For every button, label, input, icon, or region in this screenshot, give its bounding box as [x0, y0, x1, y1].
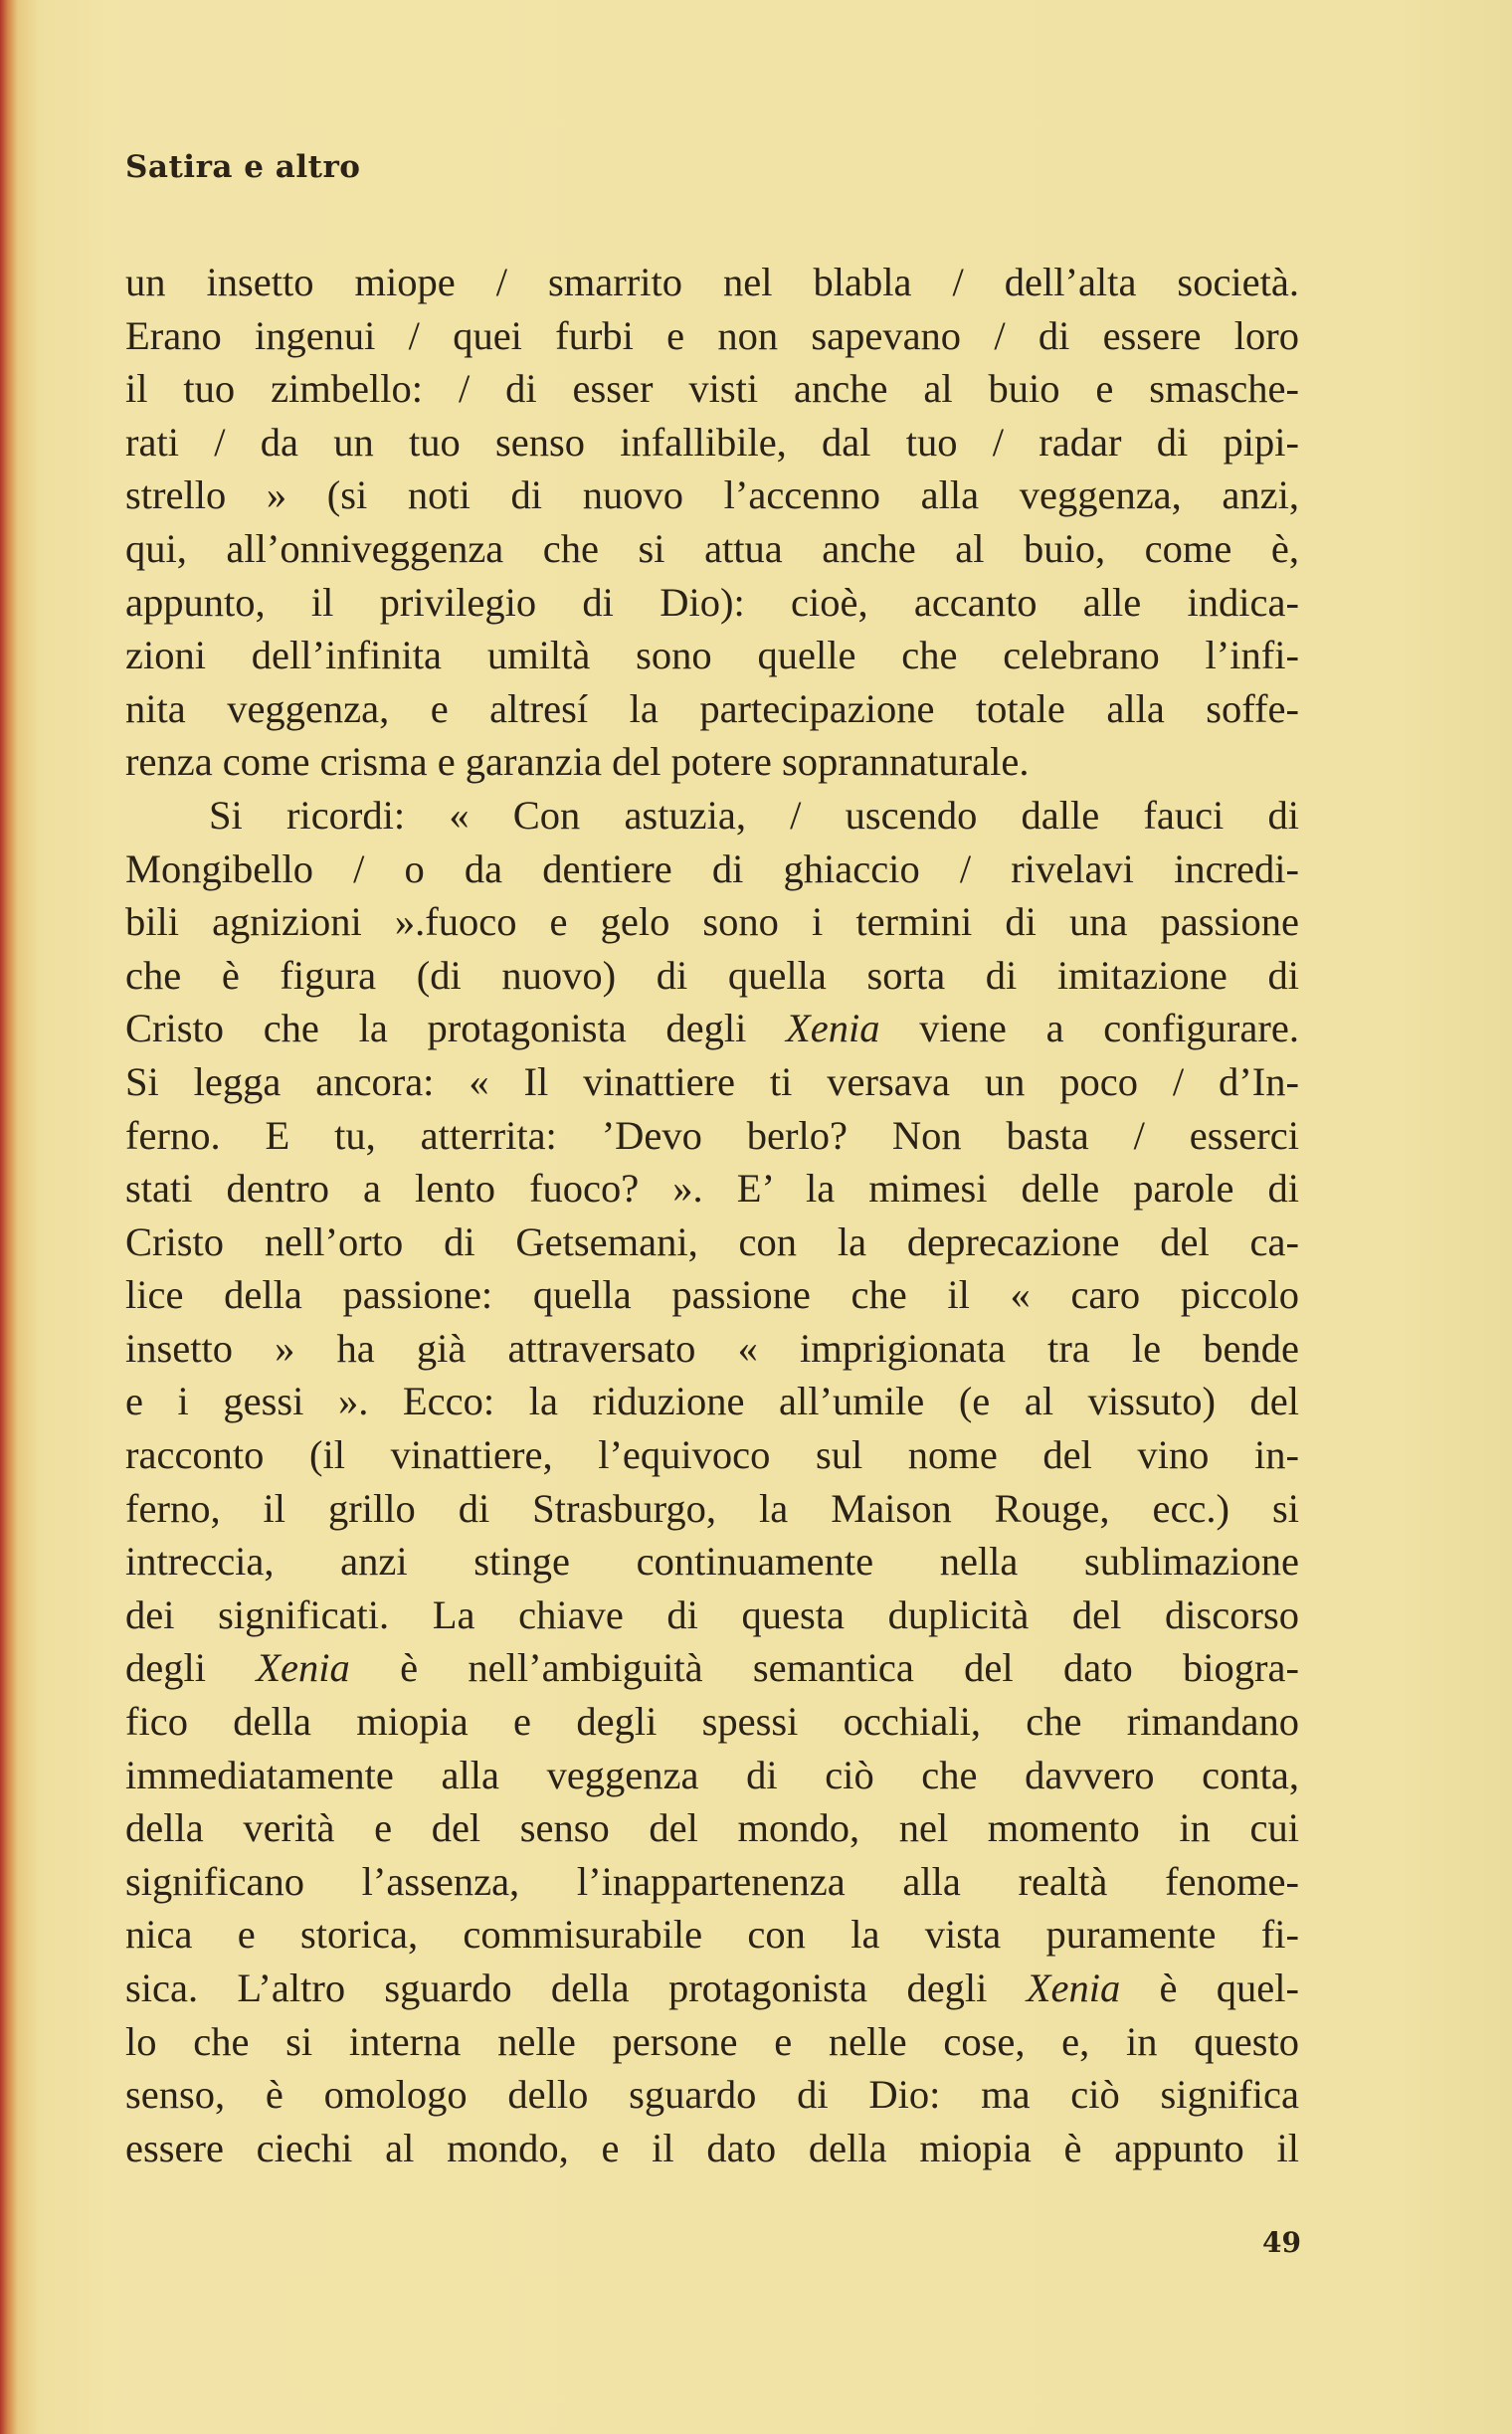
text-line — [125, 1749, 1299, 1802]
text-segment: significano l’assenza, l’inappartenenza alla realtà fenome- — [125, 1858, 1299, 1904]
text-segment: Si ricordi: « Con astuzia, / uscendo dalle fauci di — [209, 792, 1299, 838]
text-line — [125, 1801, 1299, 1855]
text-line — [125, 1855, 1299, 1909]
text-segment: qui, all’onniveggenza che si attua anche al buio, come è, — [125, 525, 1299, 571]
text-segment: della verità e del senso del mondo, nel momento in cui — [125, 1805, 1299, 1851]
text-line — [125, 1268, 1299, 1322]
text-segment: nica e storica, commisurabile con la vista puramente fi- — [125, 1912, 1299, 1958]
text-line — [125, 1695, 1299, 1749]
text-segment: degli — [125, 1645, 257, 1691]
text-line — [125, 1641, 1299, 1695]
text-segment: ferno. E tu, atterrita: ’Devo berlo? Non basta / esserci — [125, 1112, 1299, 1158]
text-line — [125, 789, 1299, 843]
text-segment: che è figura (di nuovo) di quella sorta di imitazione di — [125, 952, 1299, 998]
text-line — [125, 416, 1299, 469]
text-segment: è quel- — [1120, 1966, 1299, 2010]
italic-title: Xenia — [786, 1006, 880, 1051]
text-segment: viene a configurare. — [879, 1006, 1299, 1051]
text-segment: intreccia, anzi stinge continuamente nella sublimazione — [125, 1539, 1299, 1585]
text-segment: bili agnizioni ».fuoco e gelo sono i termini di una passione — [125, 899, 1299, 945]
text-line — [125, 1109, 1299, 1163]
page-number: 49 — [1262, 2226, 1301, 2259]
text-segment: Cristo che la protagonista degli — [125, 1006, 787, 1051]
text-segment: un insetto miope / smarrito nel blabla / dell’alta società. — [125, 260, 1299, 304]
text-line — [125, 629, 1299, 682]
text-line — [125, 1055, 1299, 1109]
text-line — [125, 2122, 1299, 2175]
text-segment: strello » (si noti di nuovo l’accenno alla veggenza, anzi, — [125, 472, 1299, 518]
text-segment: senso, è omologo dello sguardo di Dio: ma ciò significa — [125, 2072, 1299, 2118]
text-segment: Cristo nell’orto di Getsemani, con la deprecazione del ca- — [125, 1218, 1299, 1264]
text-segment: rati / da un tuo senso infallibile, dal tuo / radar di pipi- — [125, 419, 1299, 465]
text-segment: immediatamente alla veggenza di ciò che davvero conta, — [125, 1752, 1299, 1797]
text-line — [125, 309, 1299, 363]
text-segment: lice della passione: quella passione che il « caro piccolo — [125, 1272, 1299, 1318]
running-head: Satira e altro — [125, 149, 361, 185]
text-line — [125, 1375, 1299, 1428]
text-line — [125, 468, 1299, 522]
text-segment: renza come crisma e garanzia del potere soprannaturale. — [125, 739, 1030, 785]
text-line — [125, 362, 1299, 416]
text-line — [125, 1962, 1299, 2015]
text-line — [125, 1535, 1299, 1589]
text-segment: racconto (il vinattiere, l’equivoco sul nome del vino in- — [125, 1432, 1299, 1478]
text-line — [125, 576, 1299, 630]
text-line — [125, 1428, 1299, 1482]
text-line — [125, 1908, 1299, 1962]
text-segment: dei significati. La chiave di questa duplicità del discorso — [125, 1591, 1299, 1637]
text-segment: Si legga ancora: « Il vinattiere ti versava un poco / d’In- — [125, 1058, 1299, 1104]
text-line — [125, 2015, 1299, 2069]
text-segment: ferno, il grillo di Strasburgo, la Maison Rouge, ecc.) si — [125, 1485, 1299, 1531]
italic-title: Xenia — [1026, 1966, 1121, 2010]
text-segment: sica. L’altro sguardo della protagonista degli — [125, 1966, 1027, 2010]
text-segment: essere ciechi al mondo, e il dato della miopia è appunto il — [125, 2125, 1299, 2170]
text-line — [125, 735, 1299, 789]
text-line — [125, 682, 1299, 736]
text-line — [125, 1002, 1299, 1055]
italic-title: Xenia — [256, 1645, 350, 1691]
text-line — [125, 1482, 1299, 1536]
text-segment: fico della miopia e degli spessi occhiali, che rimandano — [125, 1699, 1299, 1745]
text-line — [125, 895, 1299, 949]
text-line — [125, 522, 1299, 576]
text-segment: Mongibello / o da dentiere di ghiaccio / rivelavi incredi- — [125, 845, 1299, 891]
text-line — [125, 843, 1299, 896]
text-segment: Erano ingenui / quei furbi e non sapevano / di essere loro — [125, 312, 1299, 358]
text-segment: stati dentro a lento fuoco? ». E’ la mimesi delle parole di — [125, 1166, 1299, 1212]
text-line — [125, 256, 1299, 309]
text-segment: e i gessi ». Ecco: la riduzione all’umile (e al vissuto) del — [125, 1379, 1299, 1424]
text-line — [125, 2068, 1299, 2122]
body-text — [125, 256, 1299, 2174]
text-segment: zioni dell’infinita umiltà sono quelle che celebrano l’infi- — [125, 633, 1299, 678]
text-segment: è nell’ambiguità semantica del dato biogra- — [349, 1645, 1299, 1691]
text-line — [125, 1589, 1299, 1642]
text-segment: nita veggenza, e altresí la partecipazione totale alla soffe- — [125, 685, 1299, 731]
text-line — [125, 1162, 1299, 1216]
text-segment: insetto » ha già attraversato « imprigionata tra le bende — [125, 1325, 1299, 1371]
text-line — [125, 1216, 1299, 1269]
text-segment: il tuo zimbello: / di esser visti anche al buio e smasche- — [125, 366, 1299, 412]
text-segment: appunto, il privilegio di Dio): cioè, accanto alle indica- — [125, 579, 1299, 625]
text-segment: lo che si interna nelle persone e nelle cose, e, in questo — [125, 2018, 1299, 2064]
text-line — [125, 1322, 1299, 1376]
text-line — [125, 949, 1299, 1003]
